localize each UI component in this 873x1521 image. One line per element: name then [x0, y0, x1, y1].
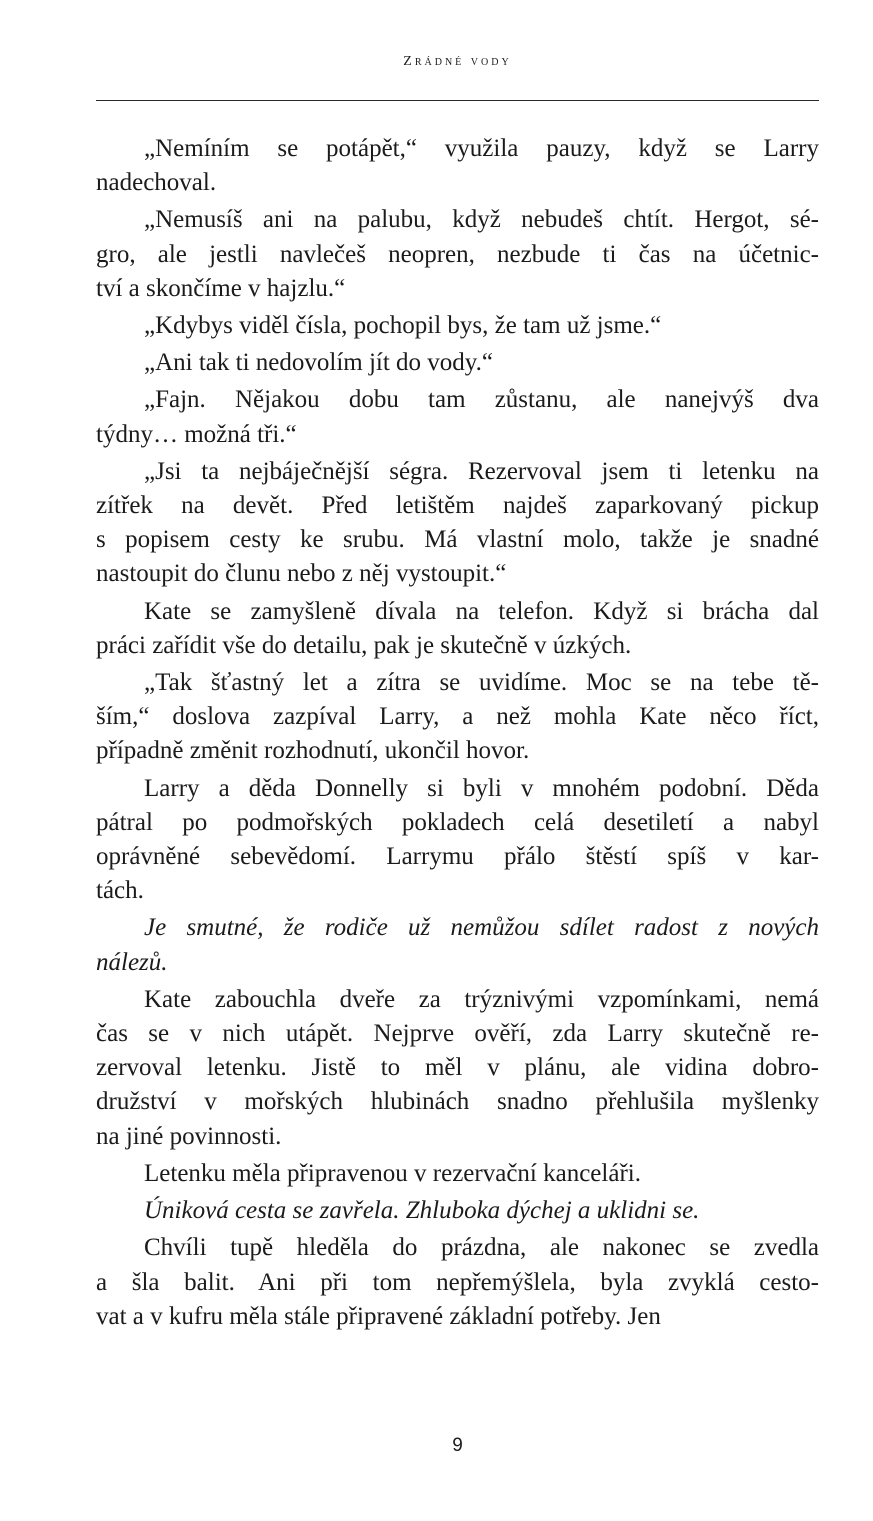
italic-thought-paragraph	[96, 911, 819, 979]
paragraph	[96, 132, 819, 200]
text-line: práci zařídit vše do detailu, pak je skutečně v úzkých.	[96, 631, 632, 659]
text-line: Kate zabouchla dveře za trýznivými vzpomínkami, nemá	[144, 985, 819, 1013]
text-line: družství v mořských hlubinách snadno přehlušila myšlenky	[96, 1088, 819, 1116]
text-line: „Fajn. Nějakou dobu tam zůstanu, ale nanejvýš dva	[144, 386, 819, 414]
paragraph	[96, 203, 819, 306]
text-line: ším,“ doslova zazpíval Larry, a než mohla Kate něco říct,	[96, 703, 819, 731]
paragraph	[96, 1231, 819, 1334]
header-rule	[96, 100, 819, 101]
running-header: Zrádné vody	[403, 54, 512, 69]
paragraph	[96, 772, 819, 909]
text-line: nadechoval.	[96, 169, 217, 197]
text-line: oprávněné sebevědomí. Larrymu přálo štěstí spíš v kar-	[96, 843, 819, 871]
text-line: zervoval letenku. Jistě to měl v plánu, ale vidina dobro-	[96, 1054, 819, 1082]
paragraph	[96, 1157, 819, 1191]
text-line: tví a skončíme v hajzlu.“	[96, 274, 346, 302]
text-line: nastoupit do člunu nebo z něj vystoupit.“	[96, 560, 507, 588]
text-line: „Ani tak ti nedovolím jít do vody.“	[144, 349, 494, 377]
paragraph	[96, 383, 819, 451]
text-line: gro, ale jestli navlečeš neopren, nezbude ti čas na účetnic-	[96, 240, 819, 268]
text-line: čas se v nich utápět. Nejprve ověří, zda Larry skutečně re-	[96, 1020, 819, 1048]
italic-thought-paragraph	[96, 1194, 819, 1228]
text-line: Kate se zamyšleně dívala na telefon. Když si brácha dal	[144, 597, 819, 625]
body-text	[96, 132, 819, 1337]
text-line: případně změnit rozhodnutí, ukončil hovor.	[96, 737, 530, 765]
text-line: s popisem cesty ke srubu. Má vlastní molo, takže je snadné	[96, 526, 819, 554]
page-number: 9	[452, 1435, 463, 1456]
text-line: „Jsi ta nejbáječnější ségra. Rezervoval jsem ti letenku na	[144, 457, 819, 485]
text-line: a šla balit. Ani při tom nepřemýšlela, byla zvyklá cesto-	[96, 1268, 819, 1296]
text-line: pátral po podmořských pokladech celá desetiletí a nabyl	[96, 808, 819, 836]
paragraph	[96, 595, 819, 663]
text-line: „Kdybys viděl čísla, pochopil bys, že tam už jsme.“	[144, 312, 662, 340]
paragraph	[96, 666, 819, 769]
text-line: zítřek na devět. Před letištěm najdeš zaparkovaný pickup	[96, 492, 819, 520]
text-line: nálezů.	[96, 948, 168, 976]
text-line: „Nemusíš ani na palubu, když nebudeš chtít. Hergot, sé-	[144, 206, 819, 234]
text-line: „Tak šťastný let a zítra se uvidíme. Moc se na tebe tě-	[144, 669, 819, 697]
text-line: „Nemíním se potápět,“ využila pauzy, když se Larry	[144, 135, 819, 162]
paragraph	[96, 346, 819, 380]
text-line: Letenku měla připravenou v rezervační kanceláři.	[144, 1159, 641, 1187]
paragraph	[96, 455, 819, 592]
text-line: tách.	[96, 877, 144, 905]
text-line: Úniková cesta se zavřela. Zhluboka dýchej a uklidni se.	[144, 1197, 700, 1225]
paragraph	[96, 309, 819, 343]
text-line: vat a v kufru měla stále připravené základní potřeby. Jen	[96, 1302, 661, 1330]
text-line: Je smutné, že rodiče už nemůžou sdílet radost z nových	[144, 914, 819, 942]
text-line: na jiné povinnosti.	[96, 1122, 282, 1150]
paragraph	[96, 983, 819, 1154]
text-line: Larry a děda Donnelly si byli v mnohém podobní. Děda	[144, 774, 819, 802]
text-line: týdny… možná tři.“	[96, 420, 297, 448]
text-line: Chvíli tupě hleděla do prázdna, ale nakonec se zvedla	[144, 1234, 819, 1262]
